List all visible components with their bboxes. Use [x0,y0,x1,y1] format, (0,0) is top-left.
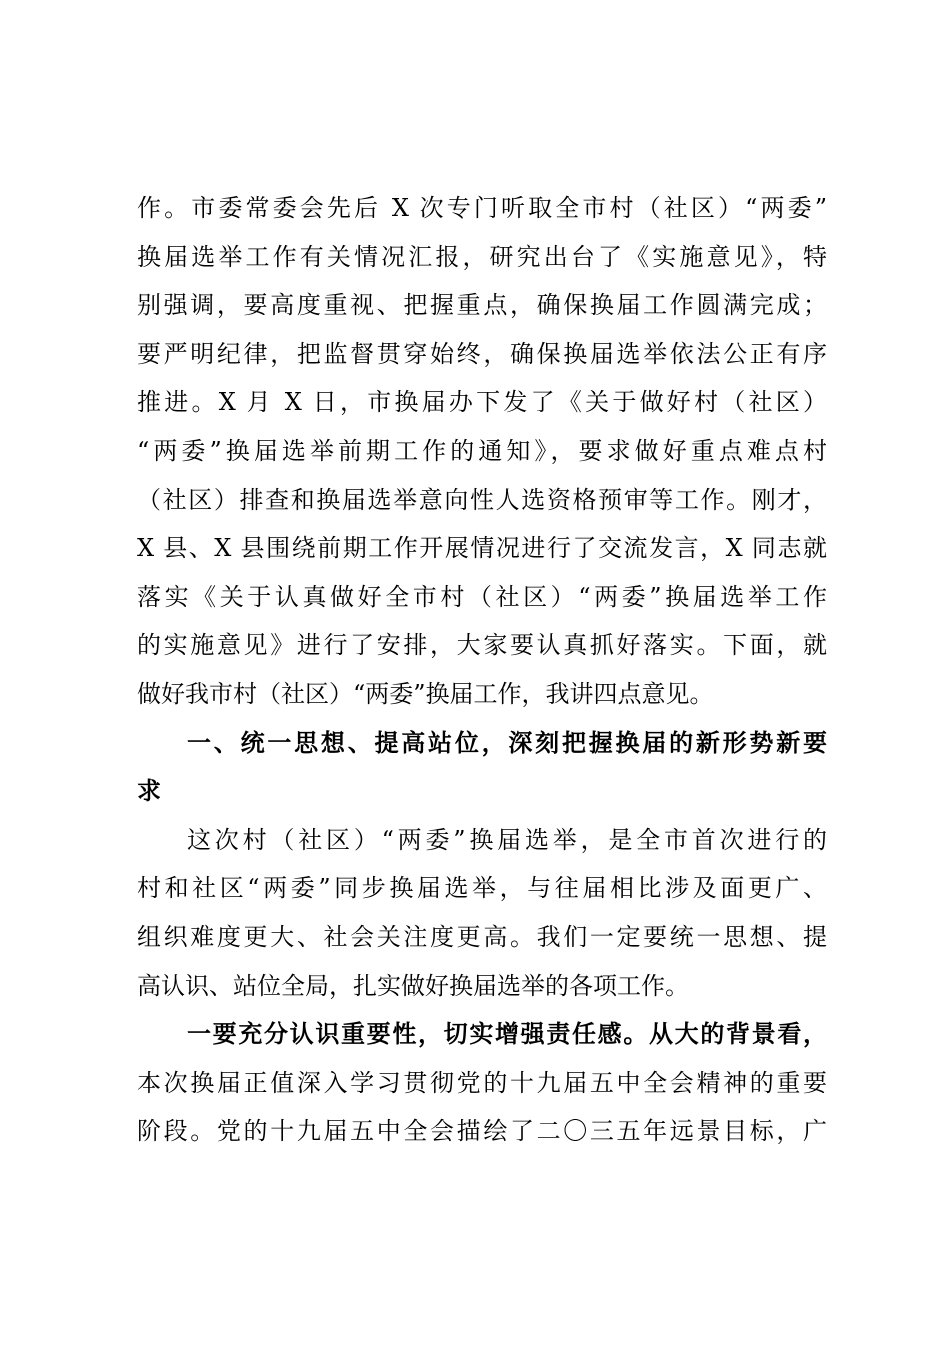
text-line: 作。市委常委会先后 X 次专门听取全市村（社区）“两委” [137,194,827,222]
heading-line: 一、统一思想、提高站位，深刻把握换届的新形势新要 [187,728,827,757]
document-body [137,184,827,1156]
text-line: 换届选举工作有关情况汇报，研究出台了《实施意见》，特 [137,242,827,271]
text-line: X 县、X 县围绕前期工作开展情况进行了交流发言，X 同志就 [137,534,827,563]
text-line: 的实施意见》进行了安排，大家要认真抓好落实。下面，就 [137,631,827,660]
text-line: 村和社区“两委”同步换届选举，与往届相比涉及面更广、 [137,874,827,903]
text-line: 高认识、站位全局，扎实做好换届选举的各项工作。 [137,971,689,1000]
paragraph [137,816,827,1010]
text-line: 推进。X 月 X 日，市换届办下发了《关于做好村（社区） [137,388,827,417]
text-line: 本次换届正值深入学习贯彻党的十九届五中全会精神的重要 [137,1068,827,1097]
text-line: 别强调，要高度重视、把握重点，确保换届工作圆满完成； [137,291,827,320]
paragraph-bold-lead [137,1010,827,1156]
text-line: （社区）排查和换届选举意向性人选资格预审等工作。刚才， [137,485,827,514]
text-line: 这次村（社区）“两委”换届选举，是全市首次进行的 [187,825,827,854]
bold-lead-line: 一要充分认识重要性，切实增强责任感。从大的背景看， [187,1019,827,1049]
text-line: “两委”换届选举前期工作的通知》，要求做好重点难点村 [137,436,827,465]
text-line: 做好我市村（社区）“两委”换届工作，我讲四点意见。 [137,679,714,708]
text-line: 落实《关于认真做好全市村（社区）“两委”换届选举工作 [137,582,827,611]
text-line: 要严明纪律，把监督贯穿始终，确保换届选举依法公正有序 [137,339,827,368]
paragraph-continuation [137,184,827,719]
section-heading [137,719,827,816]
heading-line: 求 [137,777,161,806]
text-line: 阶段。党的十九届五中全会描绘了二〇三五年远景目标，广 [137,1117,827,1146]
text-line: 组织难度更大、社会关注度更高。我们一定要统一思想、提 [137,922,827,951]
